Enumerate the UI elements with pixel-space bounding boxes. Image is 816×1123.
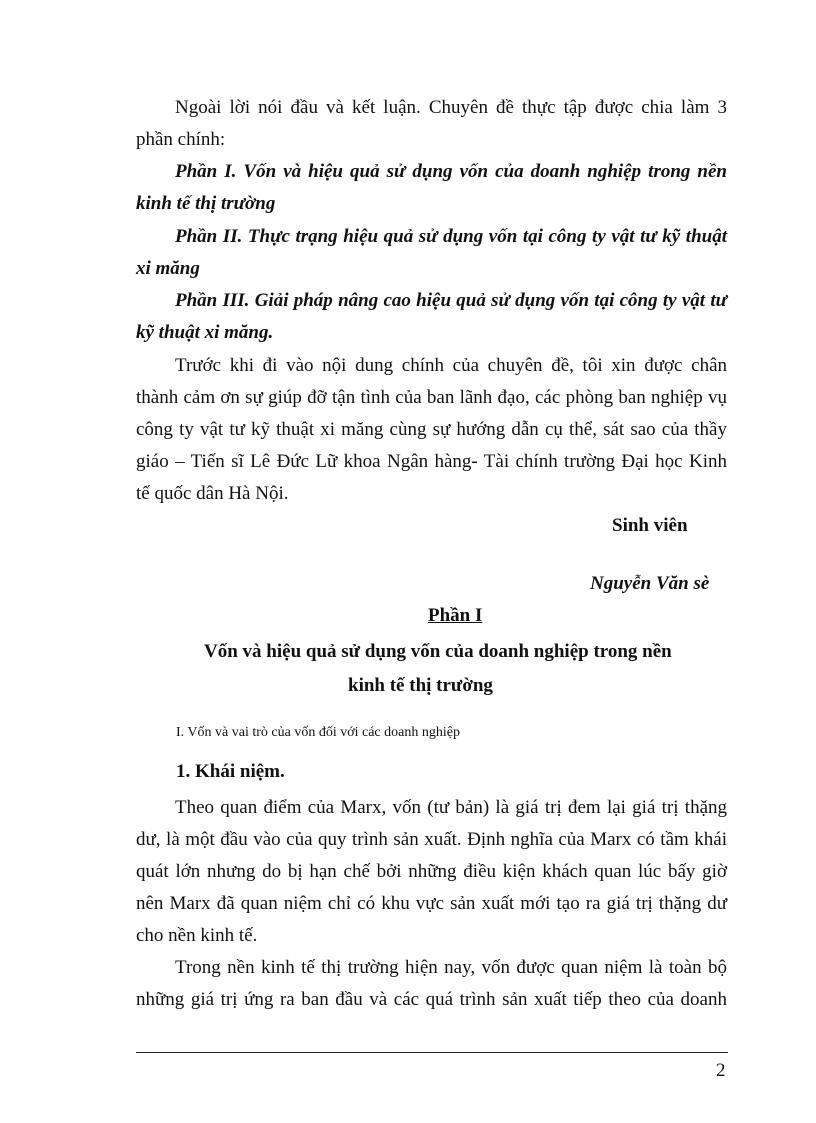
marx-line-1: Theo quan điểm của Marx, vốn (tư bản) là giá trị đem lại giá trị thặng [175,797,727,818]
section-title-line-2: kinh tế thị trường [348,675,493,696]
footer-rule [136,1052,728,1053]
signature-name: Nguyễn Văn sè [590,573,710,594]
intro-line-2: phần chính: [136,129,226,150]
signature-role: Sinh viên [612,515,688,536]
market-line-1: Trong nền kinh tế thị trường hiện nay, vốn được quan niệm là toàn bộ [175,957,727,978]
part-2-line-1: Phần II. Thực trạng hiệu quả sử dụng vốn tại công ty vật tư kỹ thuật [175,226,727,247]
marx-line-3: quát lớn nhưng do bị hạn chế bởi những điều kiện khách quan lúc bấy giờ [136,861,727,882]
market-line-2: những giá trị ứng ra ban đầu và các quá trình sản xuất tiếp theo của doanh [136,989,727,1010]
marx-line-2: dư, là một đầu vào của quy trình sản xuất. Định nghĩa của Marx có tầm khái [136,829,727,850]
part-3-line-2: kỹ thuật xi măng. [136,322,274,343]
thanks-line-1: Trước khi đi vào nội dung chính của chuyên đề, tôi xin được chân [175,355,727,376]
thanks-line-2: thành cảm ơn sự giúp đỡ tận tình của ban lãnh đạo, các phòng ban nghiệp vụ [136,387,727,408]
item-heading: 1. Khái niệm. [176,761,285,782]
subheading: I. Vốn và vai trò của vốn đối với các doanh nghiệp [176,725,460,740]
intro-line-1: Ngoài lời nói đầu và kết luận. Chuyên đề thực tập được chia làm 3 [175,97,727,118]
part-2-line-2: xi măng [136,258,200,279]
section-title-line-1: Vốn và hiệu quả sử dụng vốn của doanh nghiệp trong nền [204,641,672,662]
part-3-line-1: Phần III. Giải pháp nâng cao hiệu quả sử dụng vốn tại công ty vật tư [175,290,727,311]
thanks-line-5: tế quốc dân Hà Nội. [136,483,289,504]
part-1-line-2: kinh tế thị trường [136,193,276,214]
thanks-line-3: công ty vật tư kỹ thuật xi măng cùng sự hướng dẫn cụ thể, sát sao của thầy [136,419,727,440]
marx-line-4: nên Marx đã quan niệm chỉ có khu vực sản xuất mới tạo ra giá trị thặng dư [136,893,727,914]
page-number: 2 [716,1060,726,1081]
marx-line-5: cho nền kinh tế. [136,925,258,946]
section-heading: Phần I [428,605,483,626]
thanks-line-4: giáo – Tiến sĩ Lê Đức Lữ khoa Ngân hàng- Tài chính trường Đại học Kinh [136,451,727,472]
part-1-line-1: Phần I. Vốn và hiệu quả sử dụng vốn của doanh nghiệp trong nền [175,161,727,182]
